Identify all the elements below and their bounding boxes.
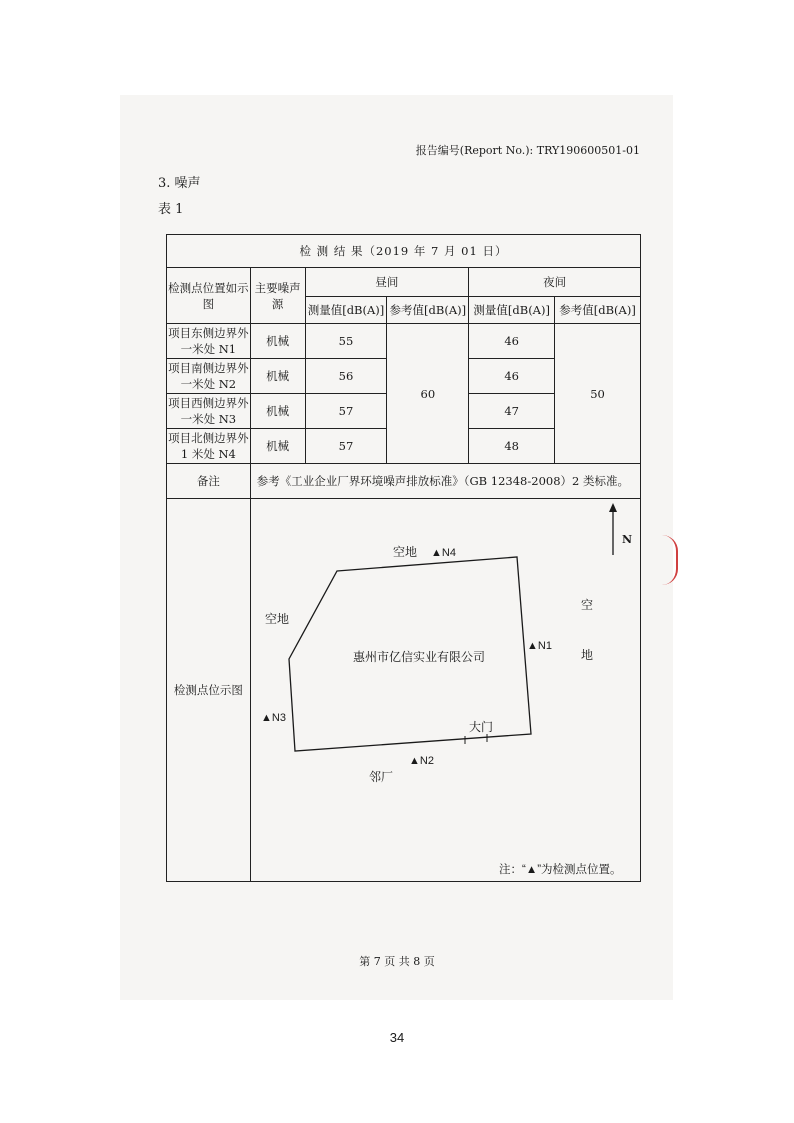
row-source: 机械 <box>250 394 305 429</box>
vacant-top-label: 空地 <box>392 545 417 559</box>
row-day-value: 57 <box>305 429 387 464</box>
row-location: 项目北侧边界外 1 米处 N4 <box>167 429 251 464</box>
gate-label: 大门 <box>468 720 493 734</box>
page-number: 34 <box>389 1030 405 1045</box>
point-n1: ▲N1 <box>526 640 552 652</box>
vacant-right-label-1: 空 <box>580 598 593 612</box>
header-night-measured: 测量值[dB(A)] <box>469 297 555 324</box>
row-night-value: 46 <box>469 359 555 394</box>
header-day-measured: 测量值[dB(A)] <box>305 297 387 324</box>
table-title: 检 测 结 果（2019 年 7 月 01 日） <box>167 235 641 268</box>
row-day-value: 57 <box>305 394 387 429</box>
map-note: 注：“▲”为检测点位置。 <box>498 864 622 876</box>
header-source: 主要噪声源 <box>250 268 305 324</box>
row-day-value: 56 <box>305 359 387 394</box>
neighbor-label: 邻厂 <box>368 770 393 784</box>
night-reference-value: 50 <box>555 324 641 464</box>
row-location: 项目南侧边界外一米处 N2 <box>167 359 251 394</box>
row-source: 机械 <box>250 359 305 394</box>
point-n3: ▲N3 <box>260 712 286 724</box>
table-row <box>167 324 641 359</box>
header-night: 夜间 <box>469 268 641 297</box>
seal-edge <box>662 535 678 585</box>
north-arrow-icon <box>609 503 617 512</box>
row-night-value: 47 <box>469 394 555 429</box>
report-number: 报告编号(Report No.): TRY190600501-01 <box>415 144 640 157</box>
row-night-value: 48 <box>469 429 555 464</box>
map-label: 检测点位示图 <box>167 499 251 882</box>
site-map <box>251 499 641 881</box>
results-table <box>166 234 641 882</box>
row-night-value: 46 <box>469 324 555 359</box>
header-night-reference: 参考值[dB(A)] <box>555 297 641 324</box>
table-label: 表 1 <box>158 202 184 217</box>
point-n4: ▲N4 <box>430 547 456 559</box>
vacant-left-label: 空地 <box>264 612 289 626</box>
company-name: 惠州市亿信实业有限公司 <box>352 650 485 664</box>
row-location: 项目东侧边界外一米处 N1 <box>167 324 251 359</box>
row-day-value: 55 <box>305 324 387 359</box>
remark-label: 备注 <box>167 464 251 499</box>
remark-text: 参考《工业企业厂界环境噪声排放标准》（GB 12348-2008）2 类标准。 <box>250 464 640 499</box>
day-reference-value: 60 <box>387 324 469 464</box>
row-source: 机械 <box>250 429 305 464</box>
header-day: 昼间 <box>305 268 469 297</box>
vacant-right-label-2: 地 <box>580 648 593 662</box>
row-location: 项目西侧边界外一米处 N3 <box>167 394 251 429</box>
point-n2: ▲N2 <box>408 755 434 767</box>
header-day-reference: 参考值[dB(A)] <box>387 297 469 324</box>
row-source: 机械 <box>250 324 305 359</box>
header-location: 检测点位置如示图 <box>167 268 251 324</box>
site-map-cell <box>250 499 640 882</box>
page-footer: 第 7 页 共 8 页 <box>359 955 435 968</box>
north-label: N <box>621 533 632 546</box>
section-title: 3. 噪声 <box>158 176 201 191</box>
